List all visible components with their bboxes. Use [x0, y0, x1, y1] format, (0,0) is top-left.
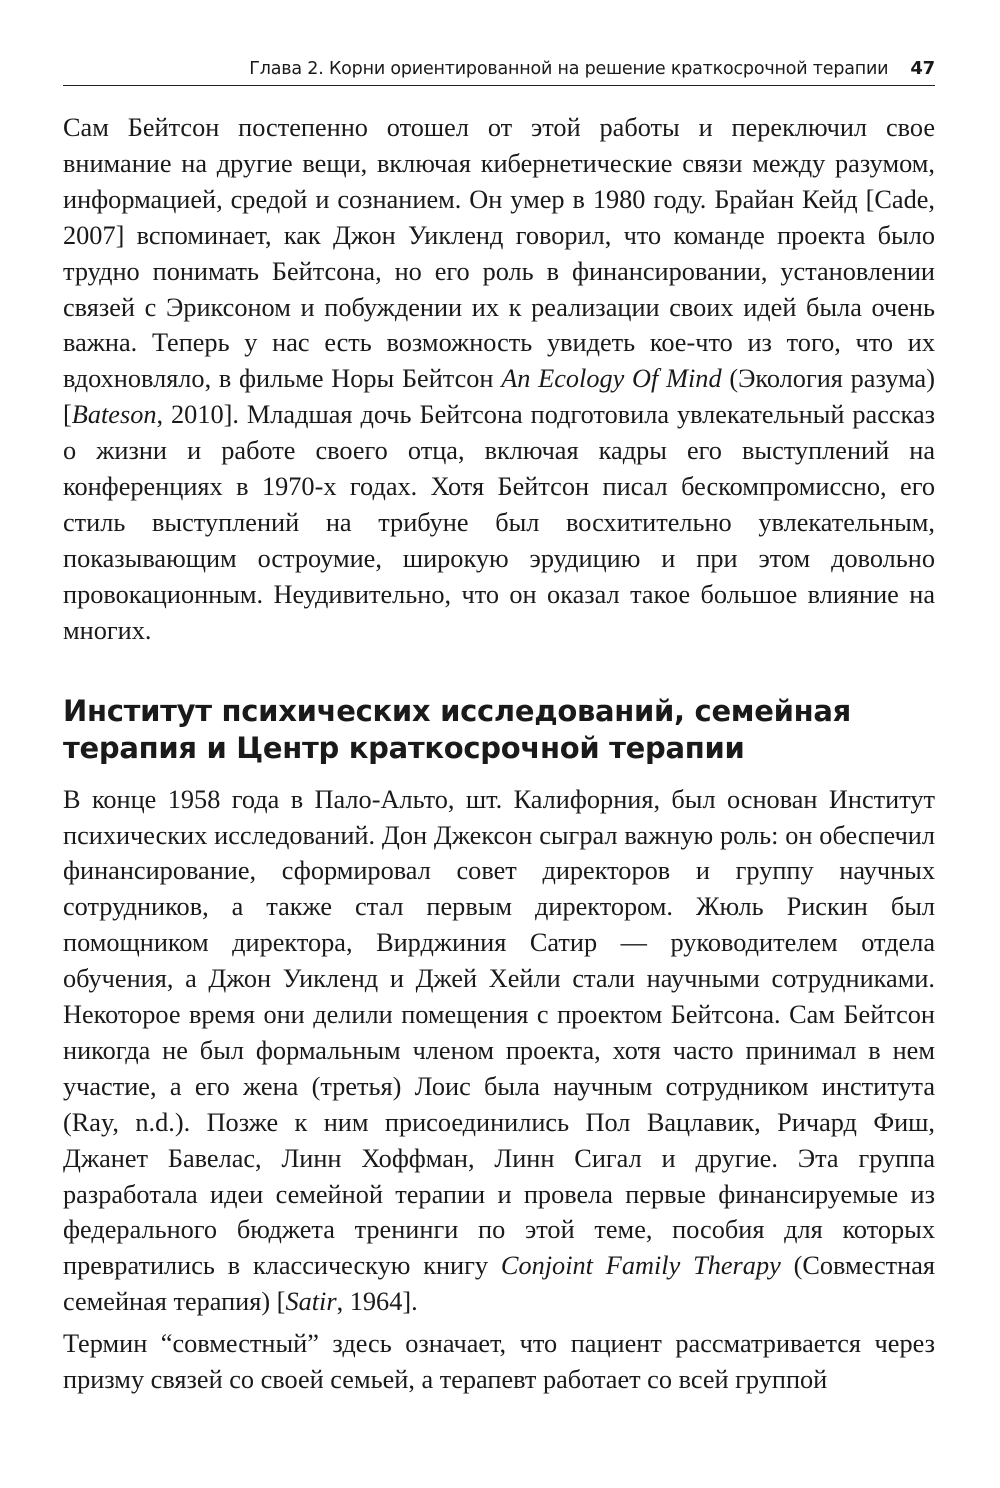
section-heading: Институт психических исследований, семейная терапия и Центр краткосрочной терапии — [63, 693, 851, 765]
paragraph-bateson: Сам Бейтсон постепенно отошел от этой работы и переключил свое внимание на другие вещи, включая кибернетические связи между разумом, информацией, средой и сознанием. Он умер в 1980 году. Брайан Кейд [Cade, 2007] вспоминает, как Джон Уикленд говорил, что команде проекта было трудно понимать Бейтсона, но его роль в финансировании, установлении связей с Эриксоном и побуждении их к реализации своих идей была очень важна. Теперь у нас есть возможность увидеть кое-что из того, что их вдохновляло, в фильме Норы Бейтсон An Ecology Of Mind (Экология разума) [Bateson, 2010]. Младшая дочь Бейтсона подготовила увлекательный рассказ о жизни и работе своего отца, включая кадры его выступлений на конференциях в 1970-х годах. Хотя Бейтсон писал бескомпромиссно, его стиль выступлений на трибуне был восхитительно увлекательным, показывающим остроумие, широкую эрудицию и при этом довольно провокационным. Неудивительно, что он оказал такое большое влияние на многих. — [63, 113, 935, 645]
book-title: Conjoint Family Therapy — [500, 1251, 781, 1281]
paragraph-conjoint: Термин “совместный” здесь означает, что пациент рассматривается через призму связей со своей семьей, а терапевт работает со всей группой — [63, 1329, 935, 1395]
page-number: 47 — [910, 58, 935, 79]
running-header — [63, 58, 935, 86]
film-title: An Ecology Of Mind — [501, 364, 722, 394]
chapter-title: Глава 2. Корни ориентированной на решение краткосрочной терапии — [249, 59, 889, 79]
citation-author: Satir — [285, 1287, 337, 1317]
citation-author: Bateson — [71, 400, 157, 430]
body-text — [63, 110, 935, 1398]
book-page — [63, 58, 935, 1398]
paragraph-institute: В конце 1958 года в Пало-Альто, шт. Калифорния, был основан Институт психических исследований. Дон Джексон сыграл важную роль: он обеспечил финансирование, сформировал совет директоров и группу научных сотрудников, а также стал первым директором. Жюль Рискин был помощником директора, Вирджиния Сатир — руководителем отдела обучения, а Джон Уикленд и Джей Хейли стали научными сотрудниками. Некоторое время они делили помещения с проектом Бейтсона. Сам Бейтсон никогда не был формальным членом проекта, хотя часто принимал в нем участие, а его жена (третья) Лоис была научным сотрудником института (Ray, n.d.). Позже к ним присоединились Пол Вацлавик, Ричард Фиш, Джанет Бавелас, Линн Хоффман, Линн Сигал и другие. Эта группа разработала идеи семейной терапии и провела первые финансируемые из федерального бюджета тренинги по этой теме, пособия для которых превратились в классическую книгу Conjoint Family Therapy (Совместная семейная терапия) [Satir, 1964]. — [63, 784, 935, 1317]
